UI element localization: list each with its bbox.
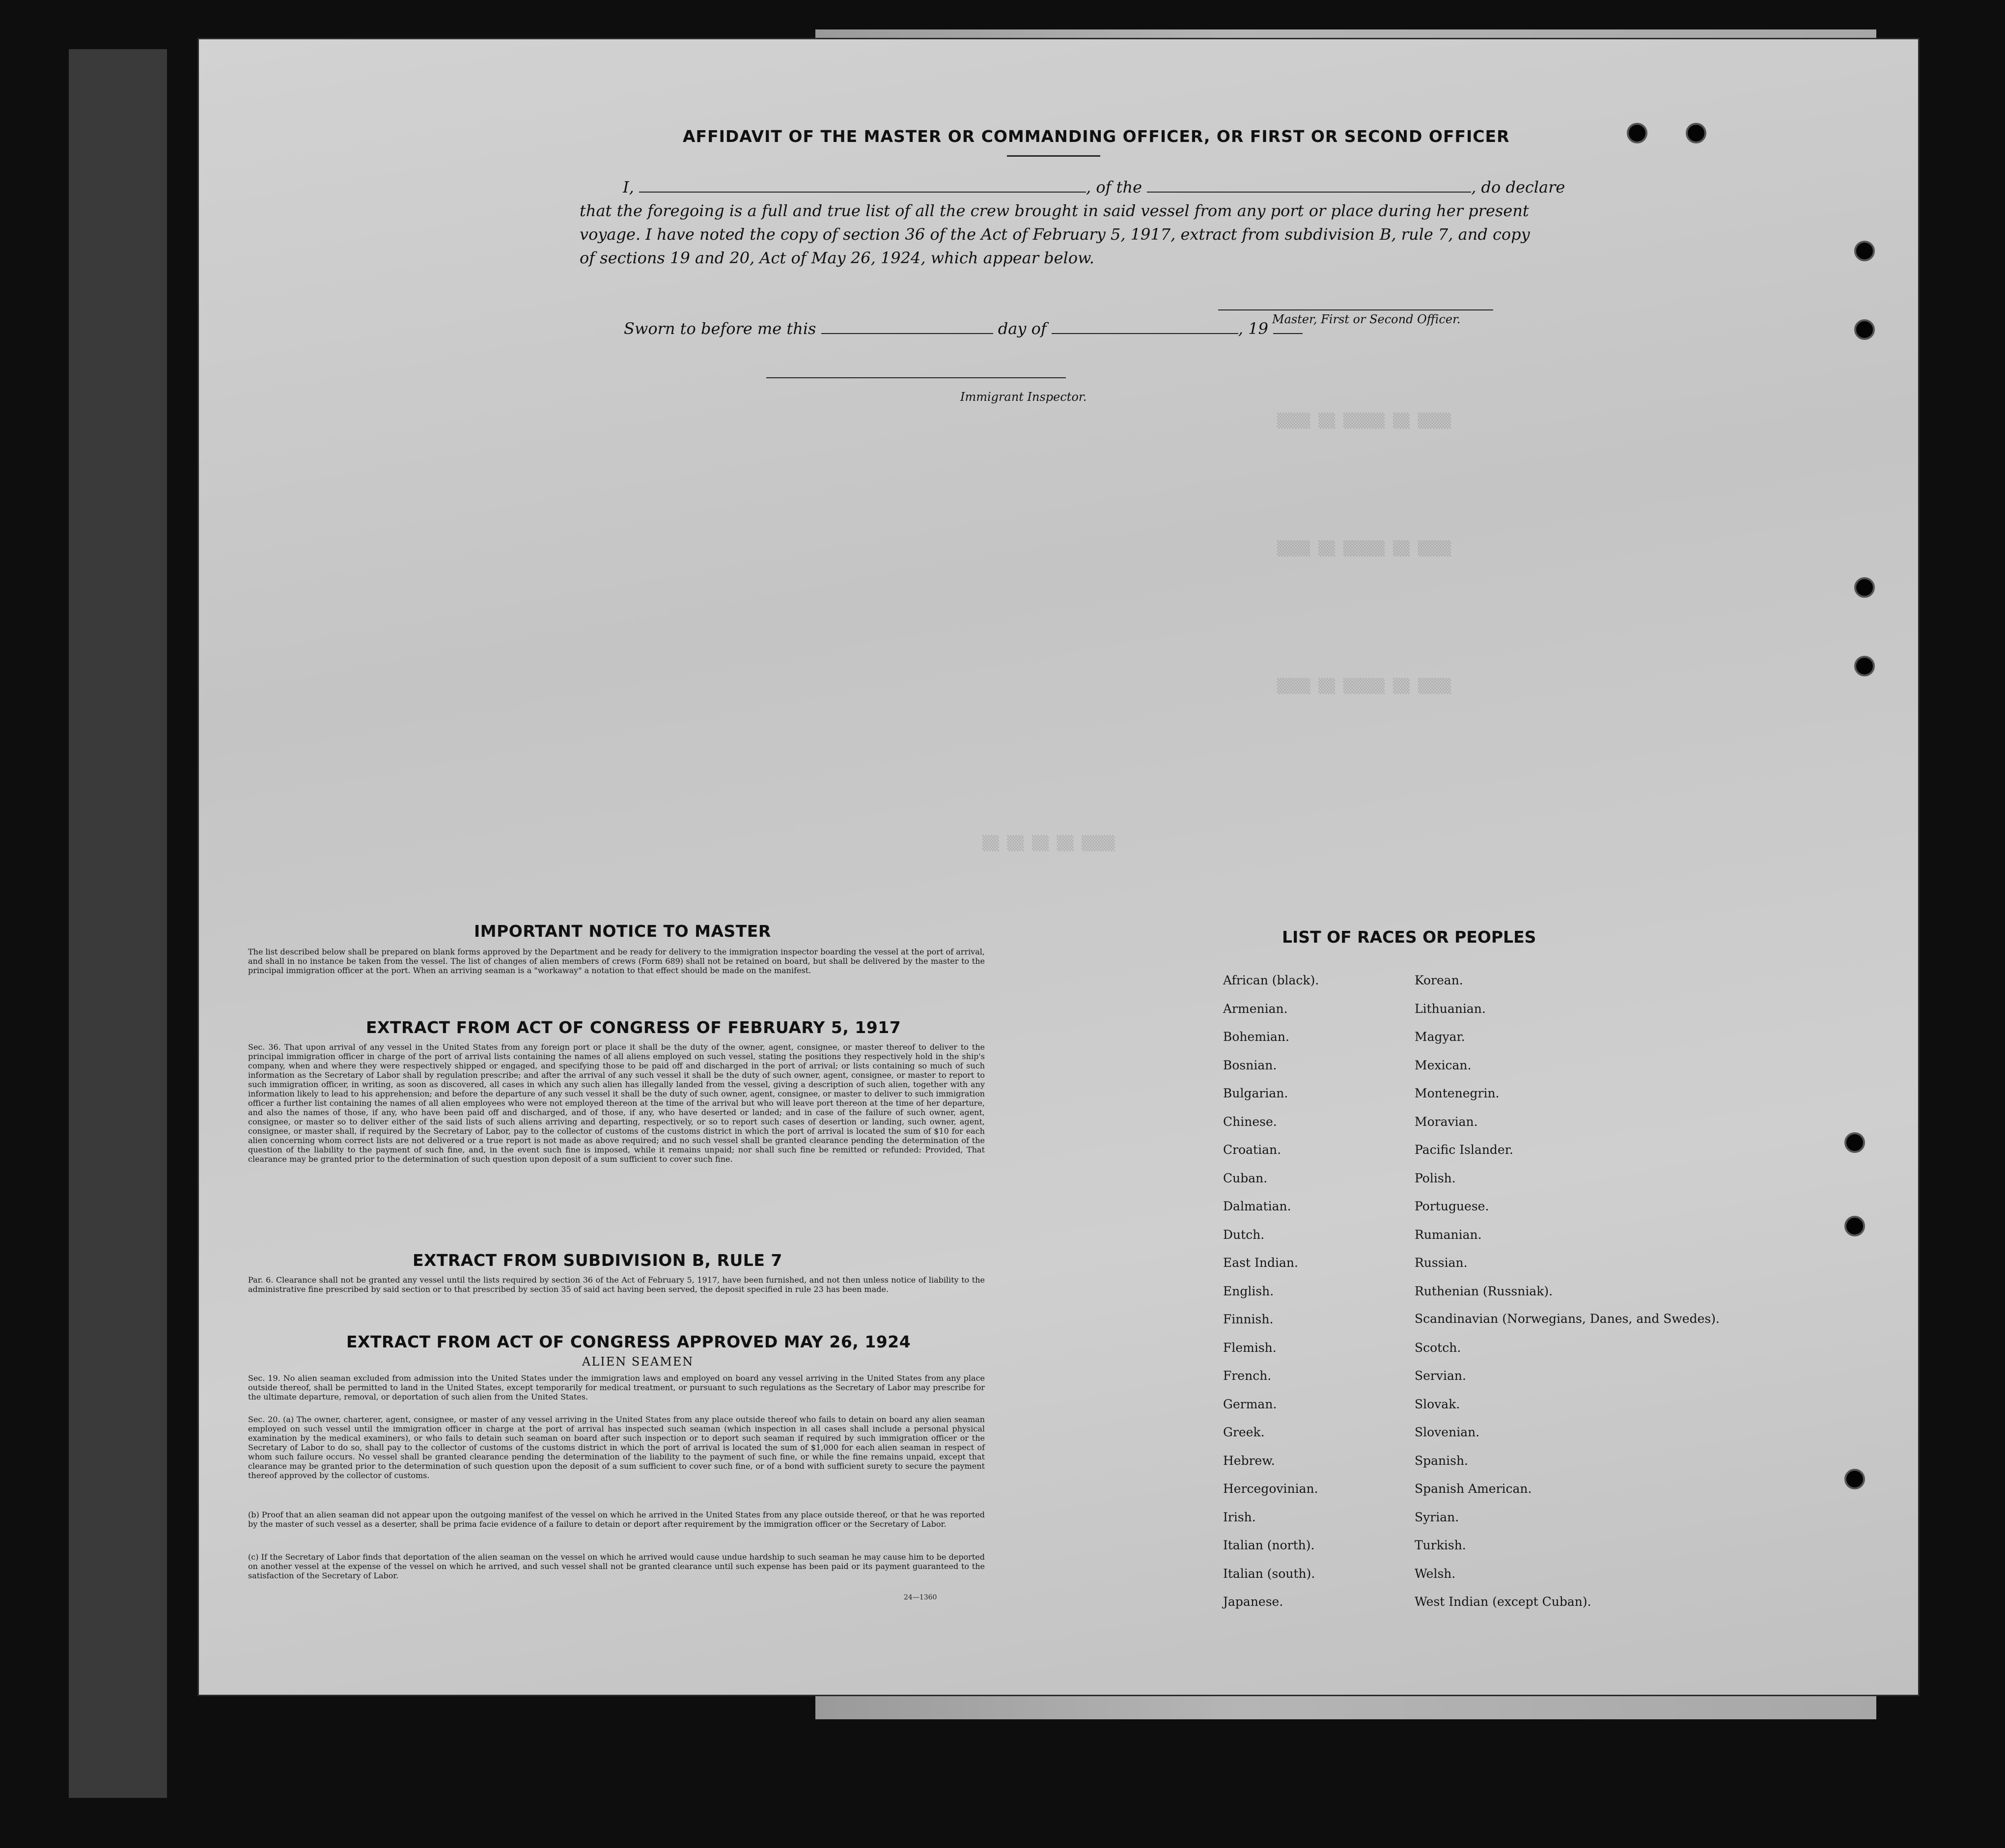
sworn-year: , 19 — [1238, 319, 1268, 338]
race-item: Spanish. — [1415, 1453, 1469, 1468]
race-item: Syrian. — [1415, 1510, 1459, 1524]
sworn-year-blank — [1273, 320, 1303, 334]
form-number: 24—1360 — [904, 1594, 937, 1601]
notice-title: IMPORTANT NOTICE TO MASTER — [474, 922, 771, 941]
race-item: French. — [1223, 1369, 1272, 1383]
race-item: Moravian. — [1415, 1114, 1478, 1129]
section-19-text: Sec. 19. No alien seaman excluded from admission into the United States under the immigration laws and employed on board any vessel arriving in the United States from any place outside thereof, shall be permitted to land in the United States, except temporarily for medical treatment, or pursuant to such regulations as the Secretary of Labor may prescribe for the ultimate departure, removal, or deportation of such alien from the United States. — [248, 1373, 985, 1401]
race-item: Polish. — [1415, 1171, 1456, 1185]
race-item: Turkish. — [1415, 1538, 1466, 1552]
affidavit-text-line: of sections 19 and 20, Act of May 26, 1924, which appear below. — [580, 249, 1094, 267]
race-item: Hebrew. — [1223, 1453, 1275, 1468]
race-item: Russian. — [1415, 1256, 1468, 1270]
notice-text: The list described below shall be prepared on blank forms approved by the Department and be ready for delivery to the immigration inspector boarding the vessel at the port of arrival, and shall in no instance be taken from the vessel. The list of changes of alien members of crews (Form 689) shall not be retained on board, but shall be delivered by the master to the principal immigration officer at the port. When an arriving seaman is a "workaway" a notation to that effect should be made on the manifest. — [248, 947, 985, 975]
race-item: Bohemian. — [1223, 1030, 1289, 1044]
punch-hole — [1854, 319, 1875, 340]
race-item: Croatian. — [1223, 1143, 1281, 1157]
bleed-through-marks: ▒▒▒▒ ▒▒ ▒▒▒▒▒ ▒▒ ▒▒▒▒ — [1277, 678, 1451, 694]
race-item: Hercegovinian. — [1223, 1482, 1318, 1496]
extract-rule7-text: Par. 6. Clearance shall not be granted any vessel until the lists required by section 36 of the Act of February 5, 1917, have been furnished, and not then unless notice of liability to the administrative fine prescribed by said section or to that prescribed by section 35 of said act having been served, the deposit specified in rule 23 has been made. — [248, 1275, 985, 1294]
race-item: Chinese. — [1223, 1114, 1277, 1129]
punch-hole — [1844, 1216, 1865, 1236]
master-signature-label: Master, First or Second Officer. — [1272, 312, 1461, 326]
sworn-prefix: Sworn to before me this — [624, 319, 816, 338]
race-item: West Indian (except Cuban). — [1415, 1595, 1591, 1609]
races-right-column — [1415, 974, 1720, 1624]
race-item: Portuguese. — [1415, 1199, 1489, 1213]
bleed-through-marks: ▒▒▒▒ ▒▒ ▒▒▒▒▒ ▒▒ ▒▒▒▒ — [1277, 413, 1451, 429]
race-item: Italian (north). — [1223, 1538, 1315, 1552]
punch-hole — [1854, 656, 1875, 676]
race-item: Finnish. — [1223, 1312, 1274, 1326]
race-item: Servian. — [1415, 1369, 1466, 1383]
punch-hole — [1844, 1132, 1865, 1153]
do-declare-label: , do declare — [1471, 178, 1565, 196]
race-item: African (black). — [1223, 973, 1319, 987]
race-item: Magyar. — [1415, 1030, 1465, 1044]
race-item: Scotch. — [1415, 1340, 1461, 1355]
punch-hole — [1627, 123, 1647, 143]
affidavit-title: AFFIDAVIT OF THE MASTER OR COMMANDING OFFICER, OR FIRST OR SECOND OFFICER — [683, 127, 1510, 146]
affidavit-text-line: that the foregoing is a full and true list of all the crew brought in said vessel from any port or place during her present — [580, 201, 1529, 220]
punch-hole — [1686, 123, 1706, 143]
of-the-label: , of the — [1086, 178, 1142, 196]
extract-1924-subtitle: ALIEN SEAMEN — [582, 1355, 694, 1369]
race-item: Spanish American. — [1415, 1482, 1532, 1496]
race-item: Flemish. — [1223, 1340, 1277, 1355]
sworn-month-blank — [1052, 320, 1238, 334]
race-item: Bosnian. — [1223, 1058, 1277, 1072]
extract-1924-title: EXTRACT FROM ACT OF CONGRESS APPROVED MAY 26, 1924 — [346, 1332, 911, 1351]
race-item: Montenegrin. — [1415, 1086, 1500, 1100]
section-20c-text: (c) If the Secretary of Labor finds that deportation of the alien seaman on the vessel on which he arrived would cause undue hardship to such seaman he may cause him to be deported on another vessel at the expense of the vessel on which he arrived, and such vessel shall not be granted clearance until such expense has been paid or its payment guaranteed to the satisfaction of the Secretary of Labor. — [248, 1552, 985, 1580]
bleed-through-marks: ▒▒▒▒ ▒▒ ▒▒▒▒▒ ▒▒ ▒▒▒▒ — [1277, 540, 1451, 557]
race-item: Japanese. — [1223, 1595, 1283, 1609]
race-item: Dalmatian. — [1223, 1199, 1291, 1213]
affidavit-declaration-line — [623, 178, 1565, 196]
punch-hole — [1854, 241, 1875, 261]
race-item: Welsh. — [1415, 1566, 1456, 1581]
affidavit-i-label: I, — [623, 178, 634, 196]
race-item: Rumanian. — [1415, 1227, 1482, 1242]
sworn-line — [624, 319, 1303, 338]
race-item: Scandinavian (Norwegians, Danes, and Swedes). — [1415, 1312, 1720, 1326]
race-item: German. — [1223, 1397, 1277, 1411]
extract-rule7-title: EXTRACT FROM SUBDIVISION B, RULE 7 — [413, 1251, 782, 1270]
race-item: Slovenian. — [1415, 1425, 1480, 1439]
inspector-signature-line — [766, 377, 1066, 378]
race-item: English. — [1223, 1284, 1274, 1298]
race-item: Armenian. — [1223, 1001, 1288, 1016]
race-item: Ruthenian (Russniak). — [1415, 1284, 1553, 1298]
race-item: Slovak. — [1415, 1397, 1460, 1411]
extract-1917-text: Sec. 36. That upon arrival of any vessel in the United States from any foreign port or place it shall be the duty of the owner, agent, consignee, or master thereof to deliver to the principal immigration officer in charge of the port of arrival lists containing the names of all aliens employed on such vessel, stating the positions they respectively hold in the ship's company, when and where they were respectively shipped or engaged, and specifying those to be paid off and discharged in the port of arrival; or lists containing so much of such information as the Secretary of Labor shall by regulation prescribe; and after the arrival of any such vessel it shall be the duty of such owner, agent, consignee, or master to report to such immigration officer, in writing, as soon as discovered, all cases in which any such alien has illegally landed from the vessel, giving a description of such alien, together with any information likely to lead to his apprehension; and before the departure of any such vessel it shall be the duty of such owner, agent, consignee, or master to deliver to such immigration officer a further list containing the names of all alien employees who were not employed thereon at the time of the arrival but who will leave port thereon at the time of her departure, and also the names of those, if any, who have been paid off and discharged, and of those, if any, who have deserted or landed; and in case of the failure of such owner, agent, consignee, or master so to deliver either of the said lists of such aliens arriving and departing, respectively, or so to report such cases of desertion or landing, such owner, agent, consignee, or master shall, if required by the Secretary of Labor, pay to the collector of customs of the customs district in which the port of arrival is located the sum of $10 for each alien concerning whom correct lists are not delivered or a true report is not made as above required; and no such vessel shall be granted clearance pending the determination of the question of the liability to the payment of such fine, and, in the event such fine is imposed, while it remains unpaid; nor shall such fine be remitted or refunded: Provided, That clearance may be granted prior to the determination of such question upon deposit of a sum sufficient to cover such fine. — [248, 1042, 985, 1164]
bleed-through-marks: ▒▒ ▒▒ ▒▒ ▒▒ ▒▒▒▒ — [982, 835, 1115, 851]
races-title: LIST OF RACES OR PEOPLES — [1282, 927, 1536, 947]
race-item: Korean. — [1415, 973, 1463, 987]
race-item: Cuban. — [1223, 1171, 1268, 1185]
race-item: Greek. — [1223, 1425, 1265, 1439]
affidavit-text-line: voyage. I have noted the copy of section 36 of the Act of February 5, 1917, extract from subdivision B, rule 7, and copy — [580, 225, 1530, 244]
master-signature-line — [1218, 309, 1493, 310]
vessel-blank — [1147, 179, 1471, 193]
race-item: Dutch. — [1223, 1227, 1265, 1242]
race-item: Irish. — [1223, 1510, 1256, 1524]
race-item: Mexican. — [1415, 1058, 1472, 1072]
race-item: Lithuanian. — [1415, 1001, 1486, 1016]
race-item: East Indian. — [1223, 1256, 1298, 1270]
race-item: Bulgarian. — [1223, 1086, 1288, 1100]
binding-strip — [69, 49, 167, 1798]
name-blank — [639, 179, 1086, 193]
sworn-day-of: day of — [998, 319, 1047, 338]
section-20b-text: (b) Proof that an alien seaman did not appear upon the outgoing manifest of the vessel on which he arrived in the United States from any place outside thereof, or that he was reported by the master of such vessel as a deserter, shall be prima facie evidence of a failure to detain or deport after requirement by the immigration officer or the Secretary of Labor. — [248, 1510, 985, 1529]
extract-1917-title: EXTRACT FROM ACT OF CONGRESS OF FEBRUARY 5, 1917 — [366, 1018, 901, 1037]
races-left-column — [1223, 974, 1319, 1624]
punch-hole — [1844, 1469, 1865, 1489]
race-item: Italian (south). — [1223, 1566, 1315, 1581]
section-20a-text: Sec. 20. (a) The owner, charterer, agent, consignee, or master of any vessel arriving in the United States from any place outside thereof who fails to detain on board any alien seaman employed on such vessel until the immigration officer in charge at the port of arrival has inspected such seaman (which inspection in all cases shall include a personal physical examination by the medical examiners), or who fails to detain such seaman on board after such inspection or to deport such seaman if required by such immigration officer or the Secretary of Labor to do so, shall pay to the collector of customs of the customs district in which the port of arrival is located the sum of $1,000 for each alien seaman in respect of whom such failure occurs. No vessel shall be granted clearance pending the determination of the liability to the payment of such fine, or while the fine remains unpaid, except that clearance may be granted prior to the determination of such question upon the deposit of a sum sufficient to cover such fine, or of a bond with sufficient surety to secure the payment thereof approved by the collector of customs. — [248, 1415, 985, 1480]
sworn-day-blank — [821, 320, 993, 334]
punch-hole — [1854, 577, 1875, 598]
inspector-signature-label: Immigrant Inspector. — [960, 390, 1087, 404]
race-item: Pacific Islander. — [1415, 1143, 1513, 1157]
title-divider — [1007, 155, 1100, 157]
